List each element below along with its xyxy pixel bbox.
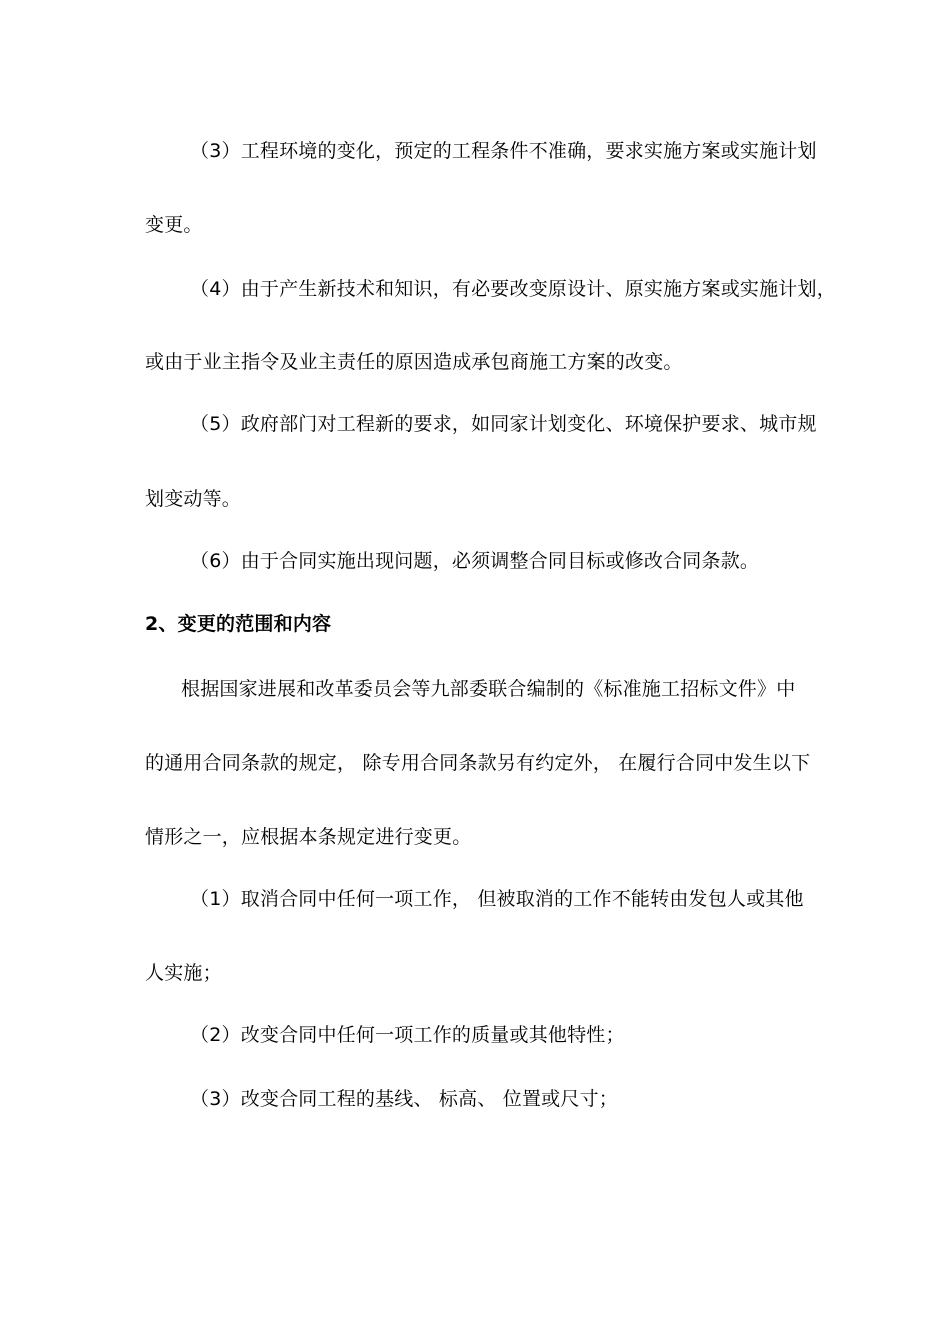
section-heading: 2、变更的范围和内容 — [145, 613, 332, 635]
paragraph-line: （2）改变合同中任何一项工作的质量或其他特性； — [190, 1024, 625, 1046]
paragraph-line: （3）改变合同工程的基线、 标高、 位置或尺寸； — [190, 1088, 618, 1110]
paragraph-line: （6）由于合同实施出现问题，必须调整合同目标或修改合同条款。 — [190, 550, 760, 572]
paragraph-line: （1）取消合同中任何一项工作， 但被取消的工作不能转由发包人或其他 — [190, 888, 804, 910]
paragraph-line: （5）政府部门对工程新的要求，如同家计划变化、环境保护要求、城市规 — [190, 413, 817, 435]
paragraph-line: 划变动等。 — [145, 488, 242, 510]
paragraph-line: 的通用合同条款的规定， 除专用合同条款另有约定外， 在履行合同中发生以下 — [145, 752, 811, 774]
paragraph-line: （3）工程环境的变化，预定的工程条件不准确，要求实施方案或实施计划 — [190, 140, 817, 162]
paragraph-line: 变更。 — [145, 214, 203, 236]
paragraph-line: （4）由于产生新技术和知识，有必要改变原设计、原实施方案或实施计划， — [190, 278, 836, 300]
paragraph-line: 人实施； — [145, 962, 222, 984]
paragraph-line: 或由于业主指令及业主责任的原因造成承包商施工方案的改变。 — [145, 351, 683, 373]
paragraph-line: 情形之一，应根据本条规定进行变更。 — [145, 826, 472, 848]
paragraph-line: 根据国家进展和改革委员会等九部委联合编制的《标准施工招标文件》中 — [181, 678, 796, 700]
